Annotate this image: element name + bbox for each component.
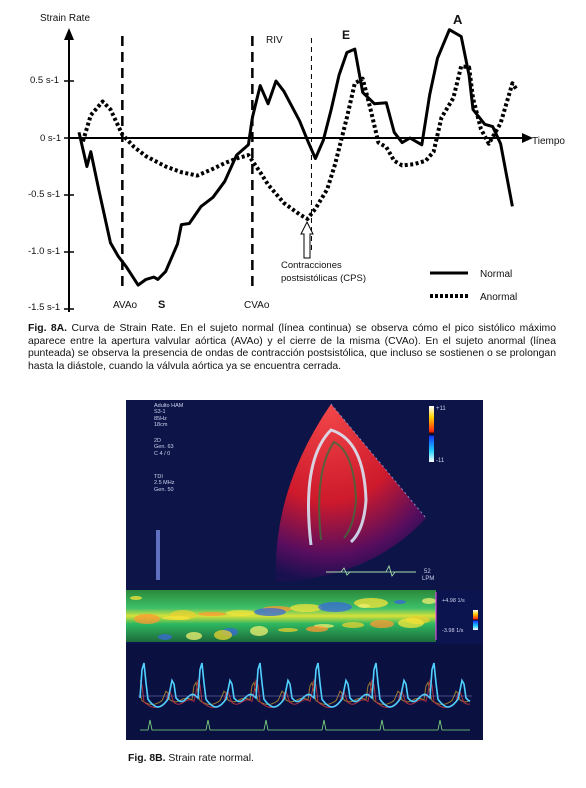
heart-rate-unit: LPM: [422, 576, 435, 582]
strip-blob: [318, 602, 352, 612]
strip-blob: [254, 608, 286, 616]
wave-label-a: A: [453, 12, 463, 27]
strain-rate-chart: [0, 0, 586, 320]
cps-annotation: [281, 222, 366, 284]
legend-abnormal-label: Anormal: [480, 292, 518, 303]
strip-blob: [198, 612, 226, 616]
device-info-line: Adulto HAM: [154, 403, 184, 409]
strip-blob: [226, 610, 256, 616]
mode-2d-line: 2D: [154, 438, 162, 444]
figure-8a-caption: [28, 323, 556, 373]
mode-2d-line: Gen. 63: [154, 444, 174, 451]
device-info-line: S3-1: [154, 409, 166, 416]
legend-normal-label: Normal: [480, 269, 513, 280]
strip-blob: [130, 596, 142, 600]
side-scale: [156, 530, 160, 580]
figure-8a-caption-label: Fig. 8A.: [28, 323, 68, 334]
y-tick-label: -1.5 s-1: [28, 302, 61, 313]
y-tick-label: 0 s-1: [40, 133, 62, 144]
y-tick-label: 0.5 s-1: [30, 75, 60, 86]
strip-blob: [214, 630, 232, 640]
device-info-line: 18cm: [154, 422, 168, 429]
y-tick-labels: [28, 75, 61, 313]
y-tick-label: -1.0 s-1: [28, 246, 61, 257]
strip-blob: [162, 616, 190, 620]
figure-8b-caption: [128, 753, 528, 766]
wave-label-s: S: [158, 299, 166, 311]
cps-label-line1: Contracciones: [281, 260, 342, 271]
vertical-markers: [122, 36, 311, 288]
cps-label-line2: postsistólicas (CPS): [281, 273, 366, 284]
mode-2d-line: C 4 / 0: [154, 450, 171, 457]
strip-blob: [306, 626, 328, 632]
mode-tdi-line: TDI: [154, 474, 163, 480]
y-axis-arrow: [64, 28, 74, 40]
strip-blob: [290, 604, 322, 612]
x-axis-title: Tiempo: [532, 136, 565, 147]
mode-2d-info: [154, 438, 174, 457]
device-info-line: 85Hz: [154, 415, 167, 422]
strip-blob: [278, 628, 298, 632]
marker-label-avao: AVAo: [113, 300, 138, 311]
strip-blob: [422, 598, 436, 604]
echocardiogram-graphic: [126, 400, 483, 740]
strip-blob: [134, 614, 160, 624]
strip-bottom-value: -3.98 1/s: [442, 628, 464, 634]
color-scale-top: +11: [436, 406, 446, 412]
strip-scale-bar: [473, 610, 478, 630]
y-tick-label: -0.5 s-1: [28, 189, 61, 200]
series-layer: [79, 30, 516, 285]
device-info: [154, 403, 183, 429]
echocardiogram-image: [126, 400, 483, 740]
strip-blob: [186, 632, 202, 640]
marker-label-cvao: CVAo: [244, 300, 270, 311]
strip-blob: [250, 626, 268, 636]
figure-8b-caption-text: Strain rate normal.: [165, 753, 254, 764]
color-scale-bottom: -11: [436, 458, 445, 464]
y-axis-title: Strain Rate: [40, 13, 91, 24]
strip-blob: [394, 600, 406, 604]
series-line-normal: [79, 30, 512, 285]
heart-rate-value: 52: [424, 569, 431, 575]
strip-blob: [398, 618, 424, 628]
strip-blob: [342, 622, 364, 628]
mode-tdi-line: Gen. 50: [154, 486, 174, 493]
strip-top-value: +4.98 1/s: [442, 598, 465, 604]
series-line-anormal: [83, 66, 516, 219]
wave-label-e: E: [342, 28, 351, 42]
strip-blob: [358, 604, 370, 608]
figure-8b-caption-label: Fig. 8B.: [128, 753, 166, 764]
color-scale-bar: [429, 406, 434, 462]
mode-tdi-info: [154, 474, 174, 493]
marker-label-riv: RIV: [266, 35, 283, 46]
strip-blob: [370, 620, 394, 628]
figure-8a-caption-text: Curva de Strain Rate. En el sujeto normal (línea continua) se observa cómo el pico sistólico máximo aparece entre la apertura valvular aórtica (AVAo) y el cierre de la misma (CVAo). En el sujeto anormal (línea punteada) se observa la presencia de ondas de contracción postsistólica, que incluso se sostienen o se prolongan hasta la diástole, cuando la válvula aórtica ya se encuentra cerrada.: [28, 323, 556, 372]
legend: [430, 269, 517, 303]
strip-blob: [158, 634, 172, 640]
mode-tdi-line: 2.5 MHz: [154, 480, 175, 487]
